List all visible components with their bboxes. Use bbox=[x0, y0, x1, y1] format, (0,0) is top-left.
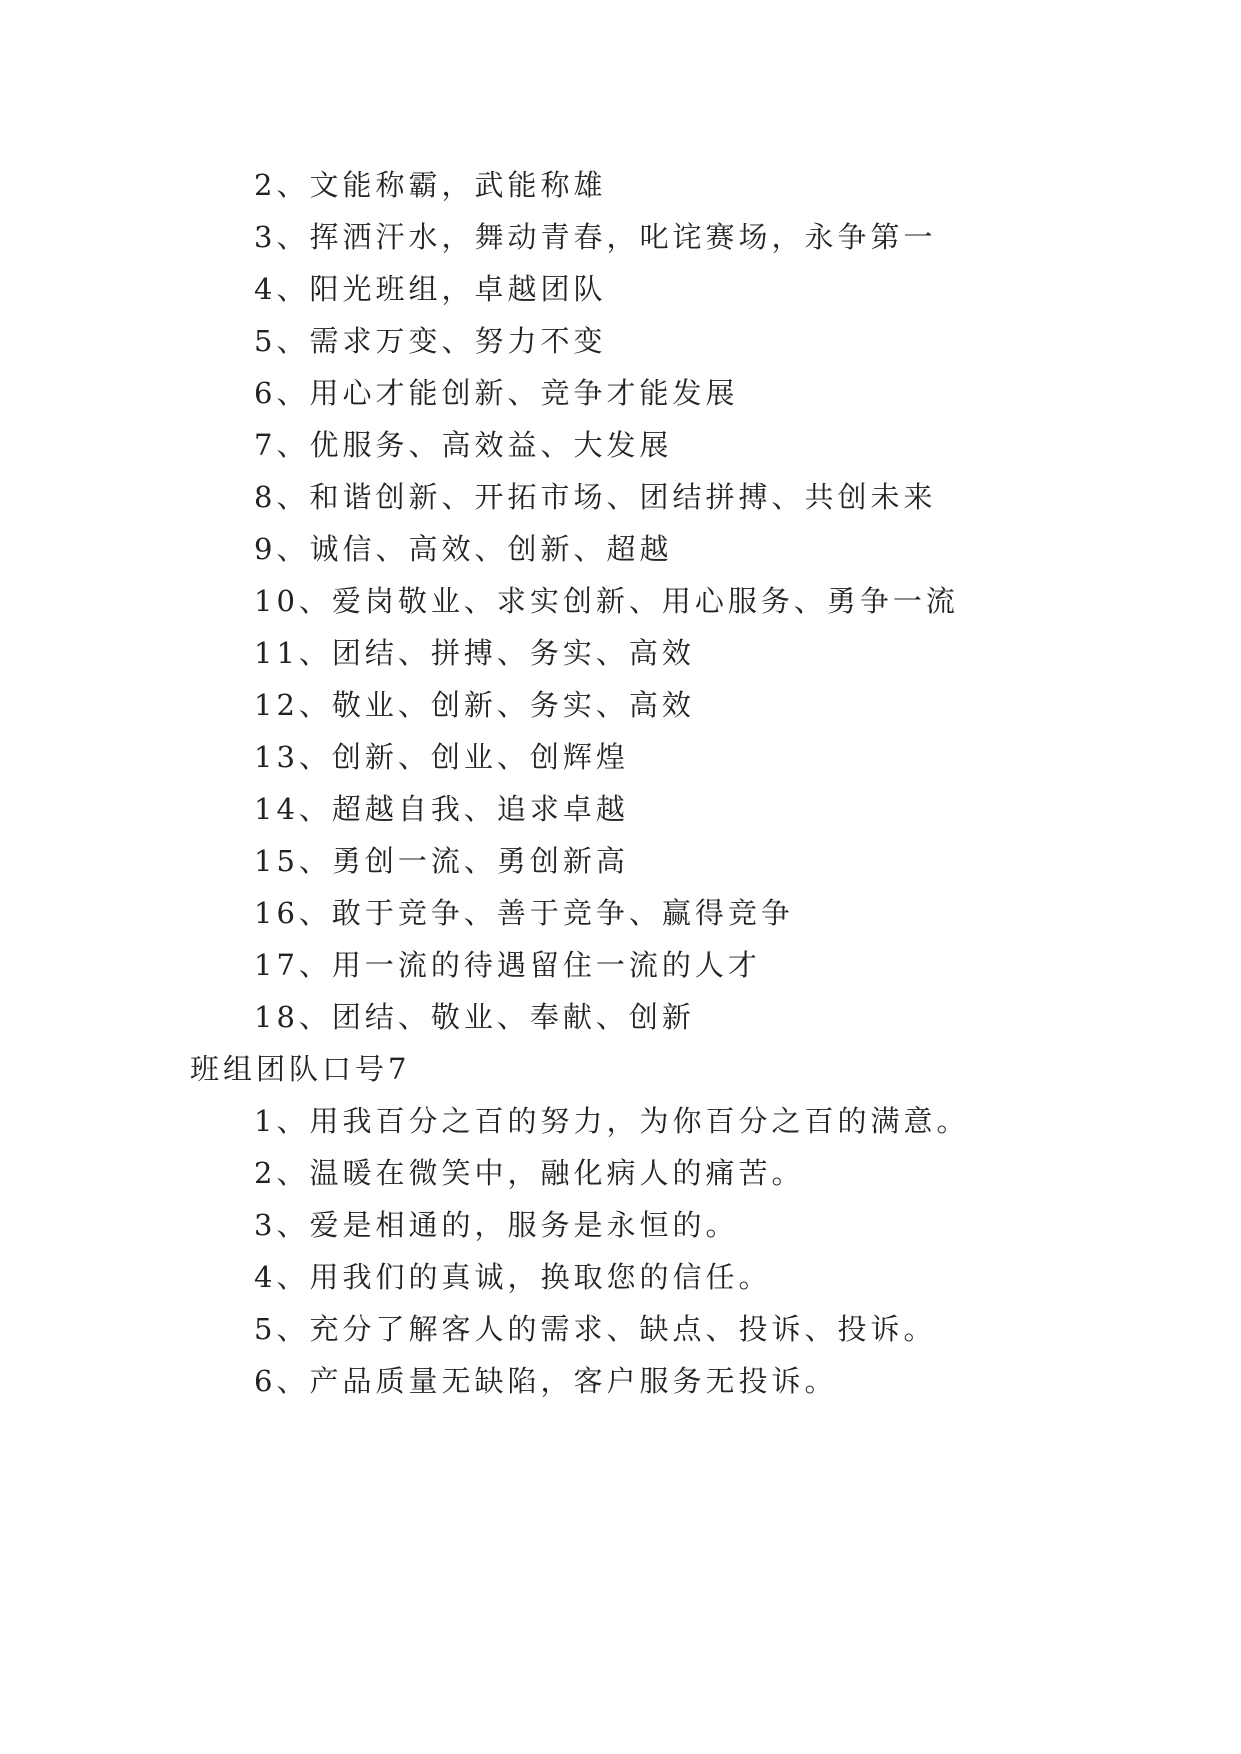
slogan-item: 11、团结、拼搏、务实、高效 bbox=[254, 636, 695, 670]
slogan-item: 8、和谐创新、开拓市场、团结拼搏、共创未来 bbox=[254, 480, 937, 514]
slogan-item: 18、团结、敬业、奉献、创新 bbox=[254, 1000, 695, 1034]
slogan-item: 2、温暖在微笑中，融化病人的痛苦。 bbox=[254, 1156, 805, 1190]
slogan-item: 4、用我们的真诚，换取您的信任。 bbox=[254, 1260, 772, 1294]
slogan-item: 14、超越自我、追求卓越 bbox=[254, 792, 629, 826]
slogan-item: 13、创新、创业、创辉煌 bbox=[254, 740, 629, 774]
slogan-item: 12、敬业、创新、务实、高效 bbox=[254, 688, 695, 722]
slogan-item: 7、优服务、高效益、大发展 bbox=[254, 428, 673, 462]
slogan-item: 10、爱岗敬业、求实创新、用心服务、勇争一流 bbox=[254, 584, 959, 618]
slogan-item: 6、产品质量无缺陷，客户服务无投诉。 bbox=[254, 1364, 838, 1398]
slogan-item: 16、敢于竞争、善于竞争、赢得竞争 bbox=[254, 896, 794, 930]
slogan-item: 9、诚信、高效、创新、超越 bbox=[254, 532, 673, 566]
slogan-item: 3、爱是相通的，服务是永恒的。 bbox=[254, 1208, 739, 1242]
slogan-item: 17、用一流的待遇留住一流的人才 bbox=[254, 948, 761, 982]
slogan-item: 5、需求万变、努力不变 bbox=[254, 324, 607, 358]
section-heading: 班组团队口号7 bbox=[190, 1052, 411, 1086]
slogan-item: 6、用心才能创新、竞争才能发展 bbox=[254, 376, 739, 410]
slogan-item: 15、勇创一流、勇创新高 bbox=[254, 844, 629, 878]
slogan-item: 4、阳光班组，卓越团队 bbox=[254, 272, 607, 306]
slogan-item: 5、充分了解客人的需求、缺点、投诉、投诉。 bbox=[254, 1312, 937, 1346]
slogan-item: 3、挥洒汗水，舞动青春，叱诧赛场，永争第一 bbox=[254, 220, 937, 254]
slogan-item: 1、用我百分之百的努力，为你百分之百的满意。 bbox=[254, 1104, 970, 1138]
slogan-item: 2、文能称霸，武能称雄 bbox=[254, 168, 607, 202]
